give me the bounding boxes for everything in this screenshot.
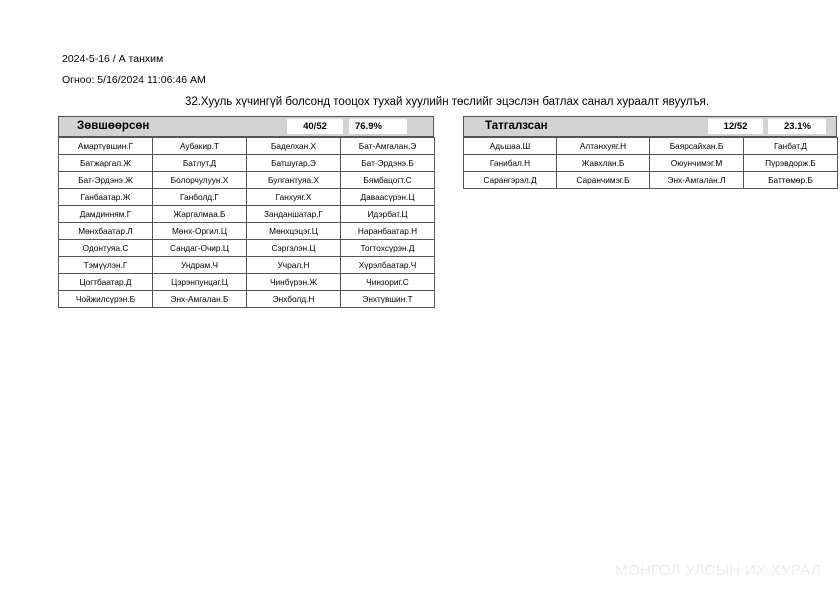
reject-label: Татгалзсан (485, 120, 548, 132)
member-name-cell: Сэргэлэн.Ц (247, 240, 341, 257)
approve-percent: 76.9% (349, 119, 407, 134)
member-name-cell: Пүрэвдорж.Б (744, 155, 838, 172)
member-name-cell: Батжаргал.Ж (59, 155, 153, 172)
member-name-cell: Чинзориг.С (341, 274, 435, 291)
member-name-cell: Бат-Амгалан.Э (341, 138, 435, 155)
member-name-cell: Дамдинням.Г (59, 206, 153, 223)
member-name-cell: Амартүвшин.Г (59, 138, 153, 155)
member-row (464, 155, 838, 172)
parliament-watermark: МОНГОЛ УЛСЫН ИХ ХУРАЛ (615, 562, 821, 579)
member-name-cell: Баярсайхан.Б (650, 138, 744, 155)
member-row (59, 155, 435, 172)
approve-members-table (58, 137, 435, 308)
member-row (59, 138, 435, 155)
reject-members-table (463, 137, 838, 189)
member-name-cell: Жаргалмаа.Б (153, 206, 247, 223)
vote-timestamp: Огноо: 5/16/2024 11:06:46 AM (62, 74, 206, 86)
approve-label: Зөвшөөрсөн (77, 120, 150, 132)
member-name-cell: Жавхлан.Б (557, 155, 650, 172)
member-row (59, 206, 435, 223)
member-name-cell: Бат-Эрдэнэ.Б (341, 155, 435, 172)
member-name-cell: Мөнхбаатар.Л (59, 223, 153, 240)
member-name-cell: Бямбацогт.С (341, 172, 435, 189)
member-name-cell: Мөнх-Оргил.Ц (153, 223, 247, 240)
member-name-cell: Ганибал.Н (464, 155, 557, 172)
member-name-cell: Сандаг-Очир.Ц (153, 240, 247, 257)
member-name-cell: Баделхан.Х (247, 138, 341, 155)
member-name-cell: Ундрам.Ч (153, 257, 247, 274)
member-name-cell: Батлут.Д (153, 155, 247, 172)
member-row (464, 172, 838, 189)
member-row (59, 291, 435, 308)
member-name-cell: Болорчулуун.Х (153, 172, 247, 189)
member-name-cell: Баттөмөр.Б (744, 172, 838, 189)
member-name-cell: Одонтуяа.С (59, 240, 153, 257)
member-row (59, 257, 435, 274)
member-name-cell: Даваасүрэн.Ц (341, 189, 435, 206)
approve-header-bar (58, 116, 434, 137)
reject-percent: 23.1% (768, 119, 826, 134)
reject-count: 12/52 (708, 119, 763, 134)
member-name-cell: Ганболд.Г (153, 189, 247, 206)
member-row (59, 189, 435, 206)
member-row (59, 172, 435, 189)
member-name-cell: Тэмүүлэн.Г (59, 257, 153, 274)
member-name-cell: Энх-Амгалан.Б (153, 291, 247, 308)
reject-header-bar (463, 116, 837, 137)
approve-count: 40/52 (287, 119, 343, 134)
member-name-cell: Оюунчимэг.М (650, 155, 744, 172)
member-name-cell: Наранбаатар.Н (341, 223, 435, 240)
member-name-cell: Ганбат.Д (744, 138, 838, 155)
member-name-cell: Энх-Амгалан.Л (650, 172, 744, 189)
session-date-room: 2024-5-16 / А танхим (62, 53, 164, 65)
member-name-cell: Занданшатар.Г (247, 206, 341, 223)
member-name-cell: Булгантуяа.Х (247, 172, 341, 189)
member-name-cell: Батшугар.Э (247, 155, 341, 172)
member-name-cell: Адьшаа.Ш (464, 138, 557, 155)
member-row (59, 274, 435, 291)
member-name-cell: Учрал.Н (247, 257, 341, 274)
member-name-cell: Сарангэрэл.Д (464, 172, 557, 189)
member-name-cell: Энхболд.Н (247, 291, 341, 308)
member-name-cell: Мөнхцэцэг.Ц (247, 223, 341, 240)
member-name-cell: Бат-Эрдэнэ.Ж (59, 172, 153, 189)
vote-title (0, 96, 840, 108)
member-name-cell: Цогтбаатар.Д (59, 274, 153, 291)
vote-title-text: 32.Хууль хүчингүй болсонд тооцох тухай хуулийн төслийг эцэслэн батлах санал хураалт явуулъя. (184, 96, 710, 108)
member-name-cell: Чинбүрэн.Ж (247, 274, 341, 291)
member-row (59, 240, 435, 257)
member-row (59, 223, 435, 240)
member-name-cell: Тогтохсүрэн.Д (341, 240, 435, 257)
member-name-cell: Чойжилсүрэн.Б (59, 291, 153, 308)
member-name-cell: Алтанхуяг.Н (557, 138, 650, 155)
member-row (464, 138, 838, 155)
member-name-cell: Ганбаатар.Ж (59, 189, 153, 206)
member-name-cell: Хүрэлбаатар.Ч (341, 257, 435, 274)
member-name-cell: Цэрэнпунцаг.Ц (153, 274, 247, 291)
member-name-cell: Энхтүвшин.Т (341, 291, 435, 308)
member-name-cell: Аубакир.Т (153, 138, 247, 155)
member-name-cell: Саранчимэг.Б (557, 172, 650, 189)
member-name-cell: Ганхуяг.Х (247, 189, 341, 206)
member-name-cell: Идэрбат.Ц (341, 206, 435, 223)
